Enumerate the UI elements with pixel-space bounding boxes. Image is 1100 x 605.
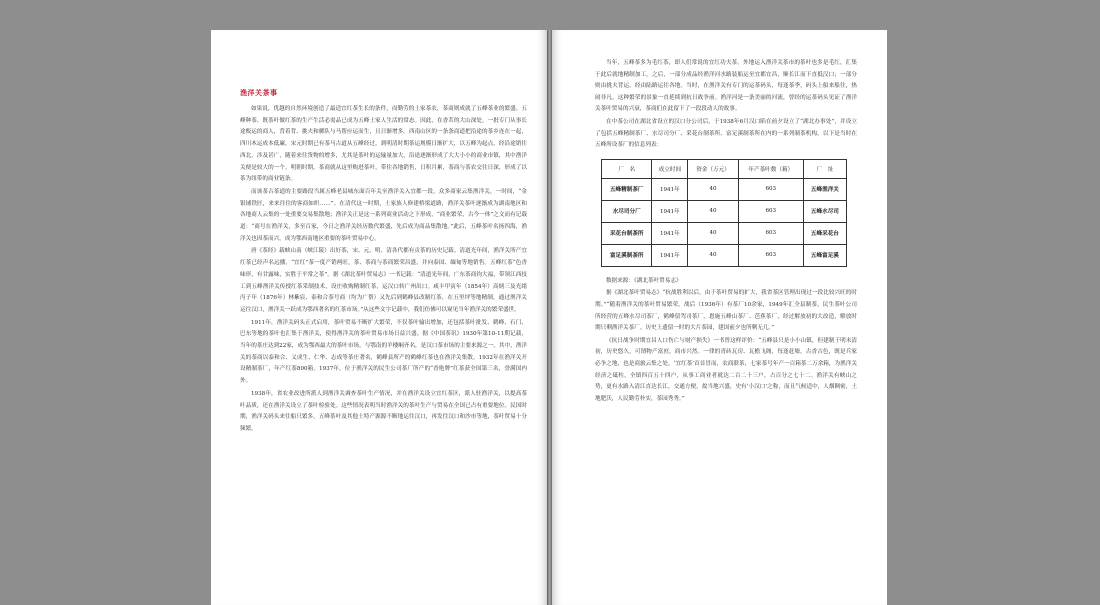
paragraph: 而该茶古茶道的主要路段当属五峰老县城东面百年关至渔洋关入宜都一段。众多商家云集渔洋关，一时间，“金银铺铁匠，来来往往的客商如织……”。在清代这一时期，土家族人修建桥梁道路，渔洋关茶叶逐渐成为湖南地区和各地商人云集的一处重要交易集散地；渔洋关正是这一系列商业活动之下形成，“商业繁荣，古今一体”之文而有记载道：“商号在渔洋关，多至百家，今日之渔洋关经历数代繁盛，先后成为商品集散地。”此后，五峰茶叶名扬四海，渔洋关也因茶而兴，成为鄂西南地区重要的茶叶贸易中心。 [240, 188, 527, 242]
table-cell: 五峰渔洋关 [803, 178, 846, 200]
table-cell: 1941年 [652, 222, 688, 244]
table-cell: 五峰富足溪 [803, 244, 846, 266]
table-cell: 富足溪制茶所 [602, 244, 652, 266]
table-cell: 40 [688, 244, 738, 266]
table-cell: 40 [688, 200, 738, 222]
table-row [602, 200, 847, 222]
table-row [602, 222, 847, 244]
table-cell: 603 [738, 244, 803, 266]
table-row [602, 244, 847, 266]
table-cell: 五峰水尽司 [803, 200, 846, 222]
header-cell: 资金（万元） [688, 159, 738, 178]
table-header-row [602, 159, 847, 178]
table-cell: 1941年 [652, 178, 688, 200]
paragraph: 如果说，优越的自然环境创造了最适宜红茶生长的条件，而勤劳的土家茶农，茶商则成就了五峰茶业的繁盛。五峰种茶，既茶叶做红茶的生产生活必需品已成为五峰土家人生活的常态。因此，在香茗的大山深处，一批专门从事长途贩运的商人，背着背、挑夫和骡队与马帮应运而生，且日渐增多。西南山区的一条条商道把沿途的茶乡连在一起，四川木运成本低廉，宋元时期已有茶马古道从五峰经过，到明清时期茶运规模日渐扩大，以五峰为起点，经沿途销往西北，涉及甚广，随着来往货物的增多，尤其是茶叶的运输量加大，沿途逐渐形成了大大小小的商业市镇，其中渔洋关便是较大的一个。明朝时期，茶商就从这里购进茶叶，带往各地销售，日积月累，茶商与茶农交往日深，形成了以茶为纽带的商业链条。 [240, 106, 527, 183]
data-source-note: 数据来源：《湖北茶叶贸易志》 [606, 277, 682, 284]
header-cell: 成立时间 [652, 159, 688, 178]
table-row [602, 178, 847, 200]
right-page [552, 30, 887, 605]
table-cell: 水尽司分厂 [602, 200, 652, 222]
paragraph: 1911年，渔洋关码头正式启用，茶叶贸易不断扩大繁荣，不仅茶叶输出增加，还包括茶叶批发、鹤峰、石门、巴东等地的茶叶也汇集于渔洋关，使得渔洋关的茶叶贸易市场日益兴盛。据《中国茶讯》1930年第10-11期记载，当年的茶庄达到22家，成为鄂西最大的茶叶市场，与鄂南的羊楼峒齐名，是汉口茶市场的主要来源之一。其中，渔洋关的茶商以泰和合、义成生、仁华、志成等茶庄著名，鹤峰县所产的鹤峰红茶也在渔洋关集散。1932年在渔洋关开设精制茶厂，年产红茶800箱。1937年，位于渔洋关的民生公司茶厂所产的“香艳牌”红茶获全国第三名，誉满国内外。 [240, 319, 527, 385]
header-cell: 厂 名 [602, 159, 652, 178]
table-cell: 五峰精制茶厂 [602, 178, 652, 200]
header-cell: 厂 址 [803, 159, 846, 178]
left-page [211, 30, 547, 605]
article-title: 渔洋关茶事 [240, 88, 278, 97]
paragraph: 唐《茶经》载峡山南（峡江陵）出好茶，宋、元、明、清各代都有贡茶的历史记载。清道光年间，渔洋关所产宜红茶已经声名远播，“宜红”茶一度产销两旺，茶、茶商与茶商繁荣昌盛，并向泰国、缅甸等地销售。五峰红茶“色香味形，有甘露味，实胜于平常之茶”。据《湖北茶叶贸易志》一书记载：“清道光年间，广东茶商钧大福，带领江西技工到五峰渔洋关传授红茶采制技术，设庄收购精制红茶，运汉口转广州出口。咸丰甲寅年（1854年）高炳三及光绪丙子年（1876年）林紫宸、泰和合茶号商（均为广帮）又先后到鹤峰县改制红茶，在五里坪等地精制，通过渔洋关运往汉口，渔洋关一跃成为鄂西著名的红茶市场。”从这些文字记载中，我们仿佛可以窥见当年渔洋关的繁荣盛世。 [240, 248, 527, 313]
table-cell: 603 [738, 178, 803, 200]
table-cell: 1941年 [652, 200, 688, 222]
header-cell: 年产茶叶数（箱） [738, 159, 803, 178]
table-cell: 五峰采花台 [803, 222, 846, 244]
table-cell: 40 [688, 178, 738, 200]
table-cell: 603 [738, 222, 803, 244]
factory-table [601, 159, 847, 267]
table-cell: 采花台制茶所 [602, 222, 652, 244]
table-cell: 40 [688, 222, 738, 244]
table-cell: 1941年 [652, 244, 688, 266]
paragraph: 在中茶公司在湖北省设立的汉口分公司后，于1938年6月汉口陷在前夕设立了“湖北办事处”，并设立了包括五峰精制茶厂、水尽司分厂、采花台制茶所、富足溪制茶所在内的一系列制茶机构。以下是当时在五峰所设茶厂的信息列表： [595, 118, 857, 149]
table-cell: 603 [738, 200, 803, 222]
paragraph: 《抗日战争时期宜昌人口伤亡与财产损失》一书曾这样评价：“五峰县只是小小山镇，但建制于明末清初，历史悠久，可谓物产富庶，商市兴然。一律的青砖瓦房、瓦檐飞阁，每逢赶墟，古香古色，既是兵家必争之地，也是商旅云集之处，‘宜红茶’首首冒而，农商联茶，七家茶号年产一百箱茶二万余箱，为渔洋关经济之砥柱。全镇四百五十四户，从事工商业者就达二百二十三户，占百分之七十二。渔洋关有峡山之势，更有水路入清江直达长江，交通方便，故当地兴盛，史有‘小汉口’之称，而且气候适中，人烟稠密，土地肥沃，人民勤劳朴实，茶园秀秀。” [595, 337, 857, 402]
paragraph: 据《湖北茶叶贸易志》“抗战胜利以后，由于茶叶贸易的扩大，我省茶区管理出现过一段比较兴旺的时期。”“随着渔洋关的茶叶贸易繁荣，战后（1936年）有茶厂10余家，1949年汇全县制茶，民生茶叶公司所经营的五峰水尽司茶厂，鹤峰留驾司茶厂，恩施五峰山茶厂、芭蕉茶厂，经过解放初的大改造，解放时期只剩渔洋关茶厂。历史上遗留一时的大片茶园，建国前夕也所剩无几。” [595, 290, 857, 332]
paragraph: 1938年，省农业改进所派人到渔洋关调查茶叶生产情况，并在渔洋关设立宜红茶区，派人驻渔洋关，以提高茶叶品质，还在渔洋关设立了茶叶检验处。这些情况表明当时渔洋关的茶叶生产与贸易在全国已占有重要地位。民国时期，渔洋关码头来往船只繁多，五峰茶叶及其他土特产源源不断地运往汉口，再发往汉口和沙市等地，茶叶贸易十分频繁。 [240, 390, 527, 432]
paragraph: 当年，五峰茶多为毛红茶，即人们常说的宜红功夫茶。外地运入渔洋关茶市的茶叶也多是毛红，汇集于此后就地精制加工。之后，一部分成品经渔洋河水路装船运至宜都宜昌，顺长江而下直抵汉口；一部分则由挑夫背运，经由陆路运往各地。当时，在渔洋关有专门的运茶码头，每逢茶季，码头上船来船往，热闹非凡，这种繁荣的景象一直延续到抗日战争前。渔洋河是一条美丽的河流，曾经的运茶码头见证了渔洋关茶叶贸易的兴衰，茶商们在此留下了一段段动人的故事。 [595, 60, 857, 113]
